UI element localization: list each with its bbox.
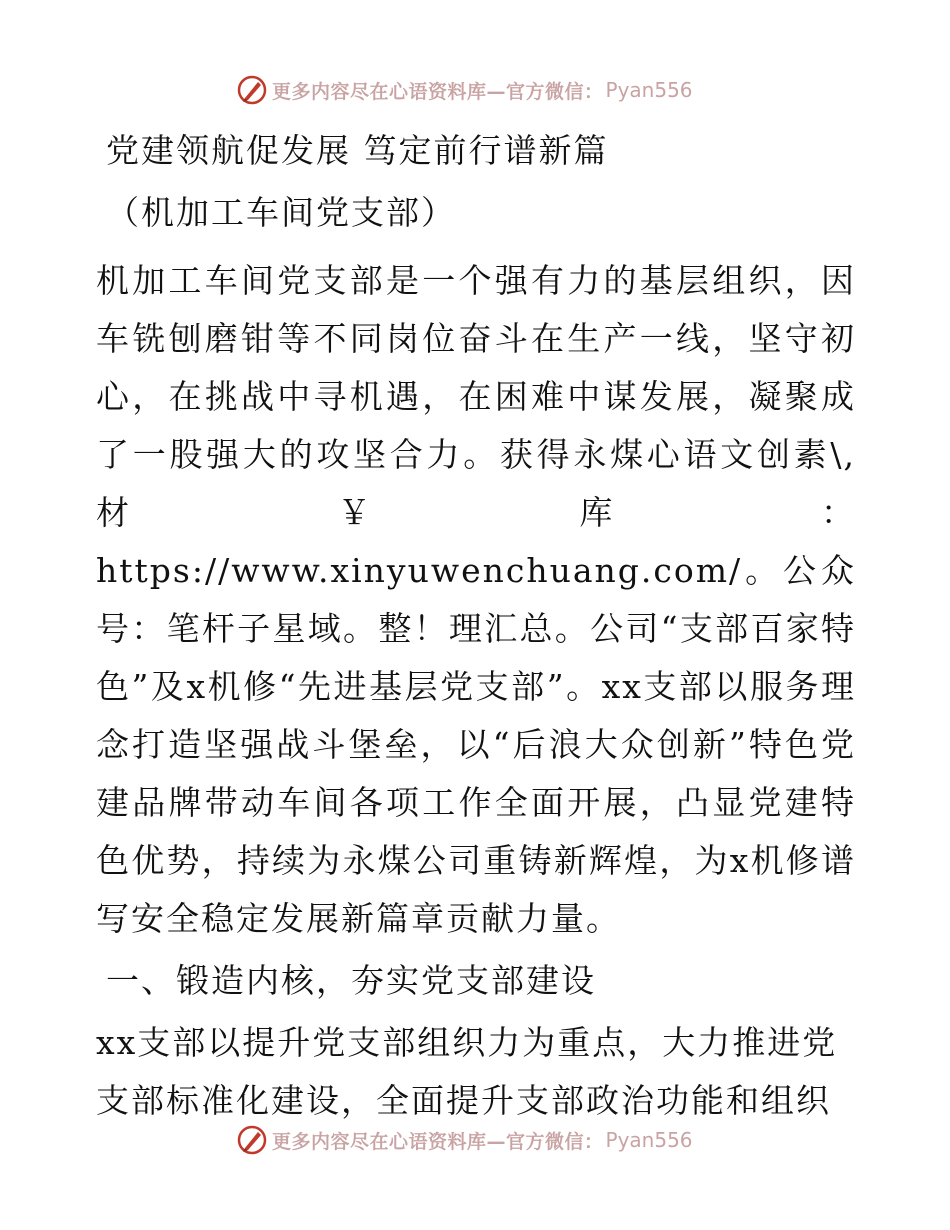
section-heading-1: 一、锻造内核，夯实党支部建设 xyxy=(106,961,596,1000)
quill-pen-icon xyxy=(236,1124,268,1156)
header-watermark xyxy=(236,72,693,108)
paragraph-section-1: xx支部以提升党支部组织力为重点，大力推进党支部标准化建设，全面提升支部政治功能和组织 xyxy=(96,1023,838,1120)
watermark-account: Pyan556 xyxy=(605,78,693,102)
footer-watermark xyxy=(236,1122,693,1158)
document-title: 党建领航促发展 笃定前行谱新篇 xyxy=(106,131,609,170)
watermark-account: Pyan556 xyxy=(605,1128,693,1152)
document-subtitle: （机加工车间党支部） xyxy=(106,193,456,232)
watermark-text: 更多内容尽在心语资料库—官方微信： xyxy=(272,1130,604,1153)
paragraph-intro: 机加工车间党支部是一个强有力的基层组织，因车铣刨磨钳等不同岗位奋斗在生产一线，坚守初心，在挑战中寻机遇，在困难中谋发展，凝聚成了一股强大的攻坚合力。获得永煤心语文创素\,材￥库：https://www.xinyuwenchuang.com/。公众号：笔杆子星域。整！理汇总。公司“支部百家特色”及x机修“先进基层党支部”。xx支部以服务理念打造坚强战斗堡垒，以“后浪大众创新”特色党建品牌带动车间各项工作全面开展，凸显党建特色优势，持续为永煤公司重铸新辉煌，为x机修谱写安全稳定发展新篇章贡献力量。 xyxy=(96,261,856,938)
document-body xyxy=(96,124,856,1130)
watermark-text: 更多内容尽在心语资料库—官方微信： xyxy=(272,80,604,103)
quill-pen-icon xyxy=(236,74,268,106)
